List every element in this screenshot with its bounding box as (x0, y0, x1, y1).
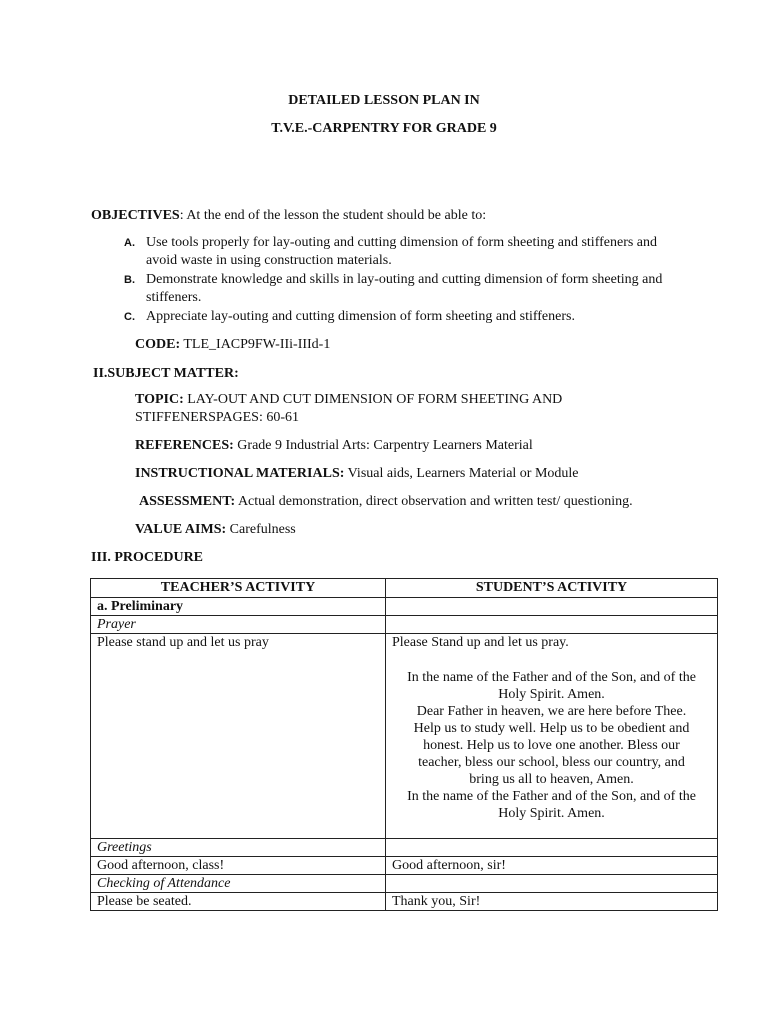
prayer-line: teacher, bless our school, bless our country, and (418, 755, 685, 770)
attendance-teacher-cell: Please be seated. (91, 893, 386, 911)
materials-label: INSTRUCTIONAL MATERIALS: (135, 466, 345, 481)
prayer-line: In the name of the Father and of the Son, and of the (407, 670, 696, 685)
prayer-teacher-cell: Please stand up and let us pray (91, 634, 386, 839)
objective-text: Appreciate lay-outing and cutting dimension of form sheeting and stiffeners. (146, 309, 575, 324)
instructional-materials (135, 465, 695, 483)
student-activity-header: STUDENT’S ACTIVITY (386, 579, 718, 598)
code-value: TLE_IACP9FW-IIi-IIId-1 (180, 337, 331, 352)
objective-letter: C. (124, 311, 135, 323)
document-title-line1: DETAILED LESSON PLAN IN (288, 93, 480, 108)
value-aims (135, 521, 695, 539)
table-row (91, 857, 718, 875)
prayer-line: bring us all to heaven, Amen. (469, 772, 634, 787)
prayer-line: Dear Father in heaven, we are here before Thee. (416, 704, 687, 719)
table-header-row (91, 579, 718, 598)
table-row (91, 839, 718, 857)
document-title-line2: T.V.E.-CARPENTRY FOR GRADE 9 (271, 121, 497, 136)
materials-value: Visual aids, Learners Material or Module (344, 466, 579, 481)
references-value: Grade 9 Industrial Arts: Carpentry Learners Material (233, 438, 533, 453)
prayer-student-first: Please Stand up and let us pray. (392, 635, 569, 650)
attendance-student-cell: Thank you, Sir! (386, 893, 718, 911)
topic-value: LAY-OUT AND CUT DIMENSION OF FORM SHEETING AND STIFFENERSPAGES: 60-61 (135, 392, 563, 425)
objective-text: Use tools properly for lay-outing and cutting dimension of form sheeting and stiffeners and avoid waste in using construction materials. (146, 235, 658, 268)
table-row (91, 875, 718, 893)
prayer-line: Holy Spirit. Amen. (498, 687, 605, 702)
prayer-line: In the name of the Father and of the Son, and of the (407, 789, 696, 804)
prayer-line: Holy Spirit. Amen. (498, 806, 605, 821)
objective-letter: B. (124, 274, 135, 286)
empty-cell (386, 598, 718, 616)
topic (135, 391, 605, 427)
table-row (91, 616, 718, 634)
empty-cell (386, 839, 718, 857)
code-label: CODE: (135, 337, 181, 352)
assessment (139, 493, 699, 511)
empty-cell (386, 616, 718, 634)
objective-letter: A. (124, 237, 135, 249)
procedure-table (90, 578, 718, 911)
objectives-intro (91, 207, 711, 225)
values-value: Carefulness (226, 522, 296, 537)
objective-item (124, 271, 664, 307)
procedure-heading: III. PROCEDURE (91, 550, 204, 565)
objectives-label: OBJECTIVES (91, 208, 180, 223)
objective-text: Demonstrate knowledge and skills in lay-outing and cutting dimension of form sheeting and stiffeners. (146, 272, 663, 305)
assessment-label: ASSESSMENT: (139, 494, 236, 509)
prayer-label: Prayer (91, 616, 386, 634)
objectives-list (124, 234, 664, 327)
references (135, 437, 695, 455)
objective-item (124, 234, 664, 270)
assessment-value: Actual demonstration, direct observation and written test/ questioning. (235, 494, 633, 509)
preliminary-label: a. Preliminary (91, 598, 386, 616)
greetings-teacher-cell: Good afternoon, class! (91, 857, 386, 875)
references-label: REFERENCES: (135, 438, 234, 453)
competency-code (135, 336, 695, 354)
subject-matter-heading: II.SUBJECT MATTER: (93, 366, 239, 381)
topic-label: TOPIC: (135, 392, 184, 407)
prayer-line: honest. Help us to love one another. Bless our (423, 738, 680, 753)
objective-item (124, 308, 664, 326)
empty-cell (386, 875, 718, 893)
table-row (91, 893, 718, 911)
values-label: VALUE AIMS: (135, 522, 227, 537)
objectives-intro-text: : At the end of the lesson the student should be able to: (179, 208, 487, 223)
table-row (91, 598, 718, 616)
greetings-student-cell: Good afternoon, sir! (386, 857, 718, 875)
table-row (91, 634, 718, 839)
prayer-line: Help us to study well. Help us to be obedient and (413, 721, 690, 736)
attendance-label: Checking of Attendance (91, 875, 386, 893)
greetings-label: Greetings (91, 839, 386, 857)
prayer-student-cell (386, 634, 718, 839)
teacher-activity-header: TEACHER’S ACTIVITY (91, 579, 386, 598)
